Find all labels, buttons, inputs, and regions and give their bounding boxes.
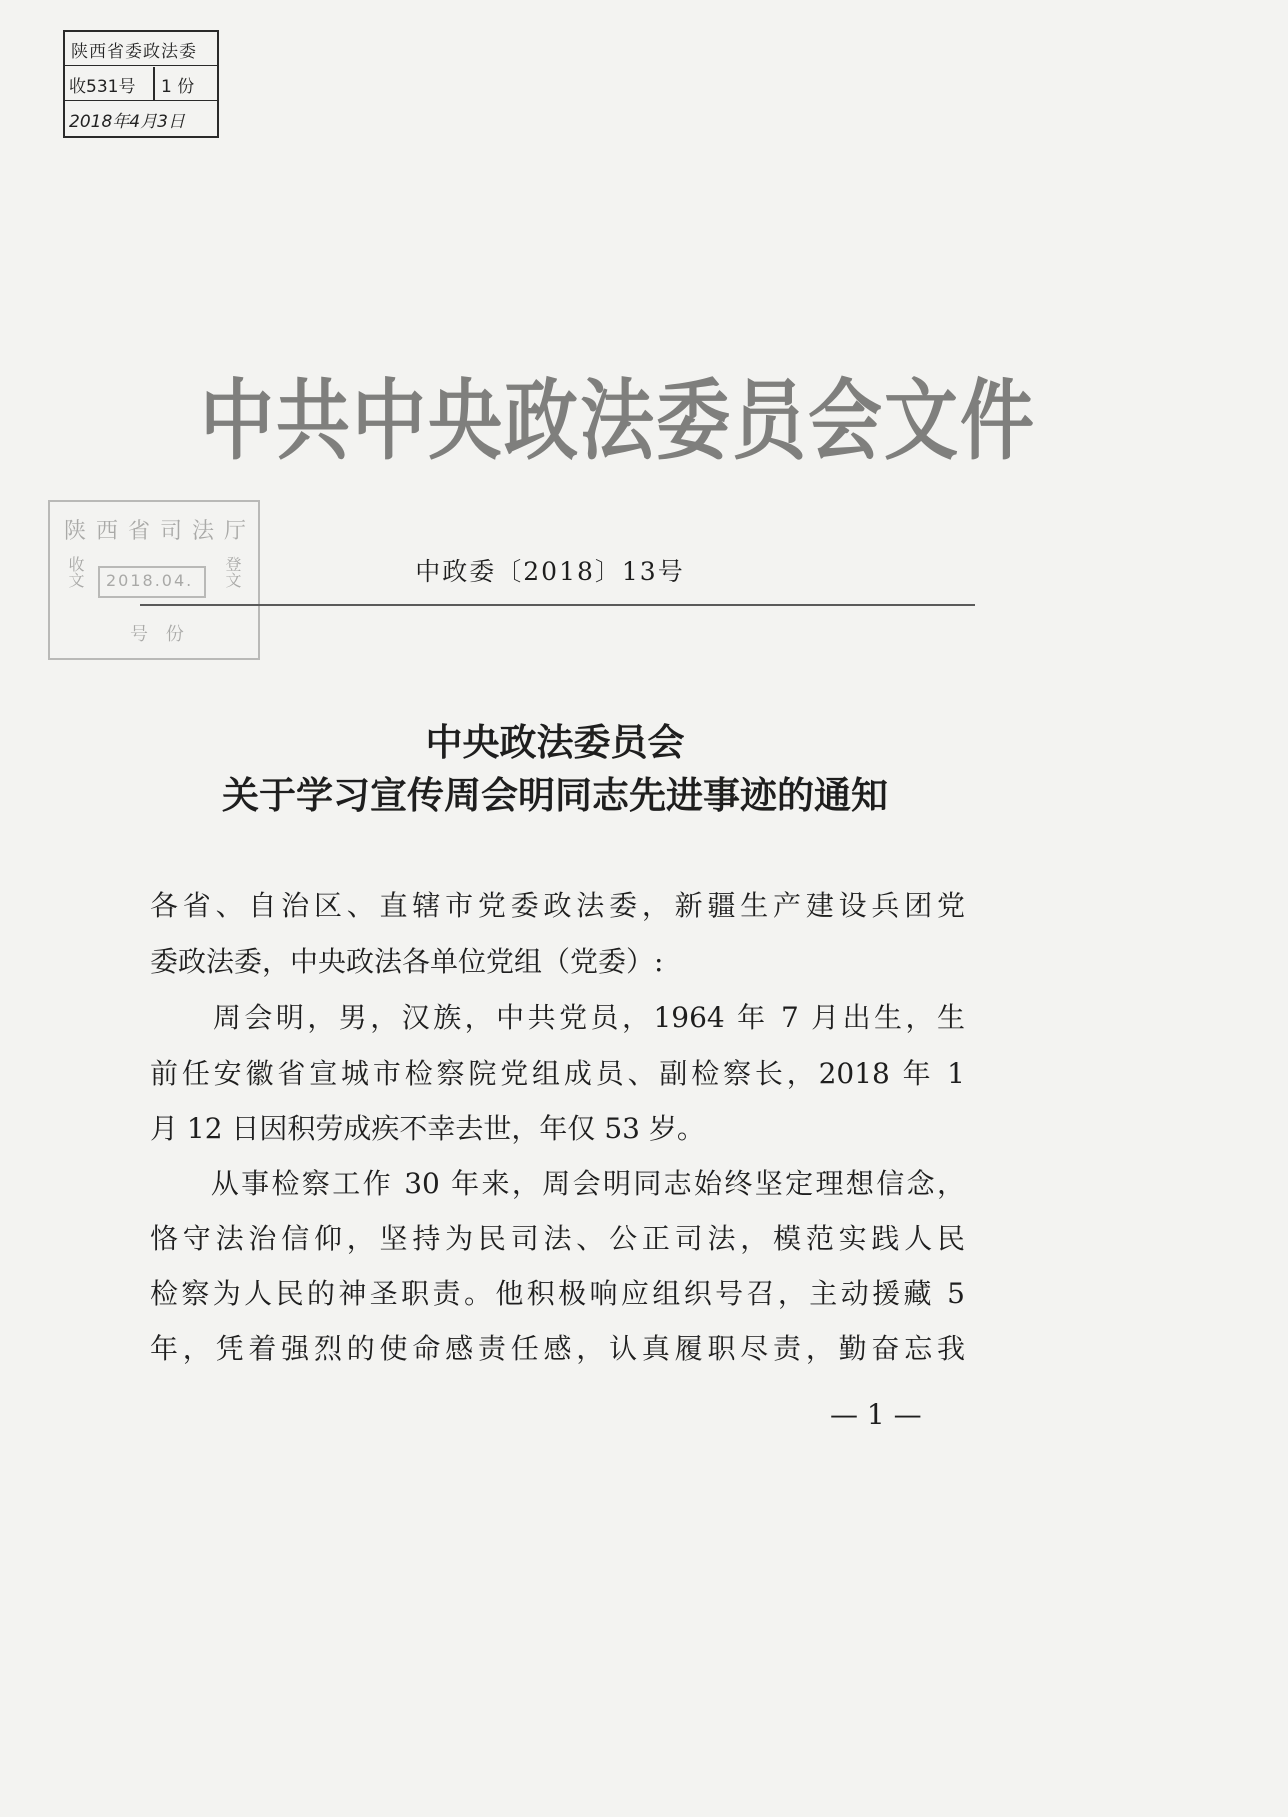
faint-receipt-stamp [48, 500, 260, 660]
body-line: 恪守法治信仰，坚持为民司法、公正司法，模范实践人民 [150, 1222, 965, 1255]
receipt-stamp-row-date [65, 102, 217, 138]
receipt-stamp-row-org [65, 32, 217, 66]
receipt-stamp-date: 2018年4月3日 [69, 112, 185, 132]
receipt-stamp-number: 收531号 [69, 77, 136, 97]
body-line: 周会明，男，汉族，中共党员，1964 年 7 月出生，生 [150, 1001, 965, 1034]
faint-stamp-side-left: 收文 [66, 556, 85, 588]
document-number: 中政委〔2018〕13号 [415, 557, 685, 586]
faint-stamp-number: 2018.04. [106, 571, 194, 590]
faint-stamp-bottom: 号 份 [130, 624, 190, 645]
faint-stamp-org: 陕西省司法厅 [64, 519, 257, 544]
body-line: 各省、自治区、直辖市党委政法委，新疆生产建设兵团党 [150, 889, 965, 922]
receipt-stamp-org: 陕西省委政法委 [71, 42, 197, 62]
notice-title-line-1: 中央政法委员会 [425, 720, 685, 764]
body-line: 委政法委，中央政法各单位党组（党委）: [150, 945, 664, 978]
body-line: 前任安徽省宣城市检察院党组成员、副检察长，2018 年 1 [150, 1057, 965, 1090]
body-line: 月 12 日因积劳成疾不幸去世，年仅 53 岁。 [150, 1112, 705, 1145]
header-divider [140, 604, 975, 606]
receipt-stamp [63, 30, 219, 138]
faint-stamp-number-box [98, 566, 206, 598]
page-number: — 1 — [830, 1398, 922, 1431]
receipt-stamp-copies: 1 份 [161, 77, 195, 97]
receipt-stamp-row-number [65, 67, 217, 101]
body-line: 检察为人民的神圣职责。他积极响应组织号召，主动援藏 5 [150, 1277, 965, 1310]
faint-stamp-side-right: 登文 [223, 556, 242, 588]
body-line: 年，凭着强烈的使命感责任感，认真履职尽责，勤奋忘我 [150, 1332, 965, 1365]
receipt-stamp-divider [153, 67, 155, 100]
notice-title-line-2: 关于学习宣传周会明同志先进事迹的通知 [222, 773, 888, 817]
body-line: 从事检察工作 30 年来，周会明同志始终坚定理想信念， [150, 1167, 965, 1200]
document-header-title: 中共中央政法委员会文件 [200, 370, 1036, 473]
